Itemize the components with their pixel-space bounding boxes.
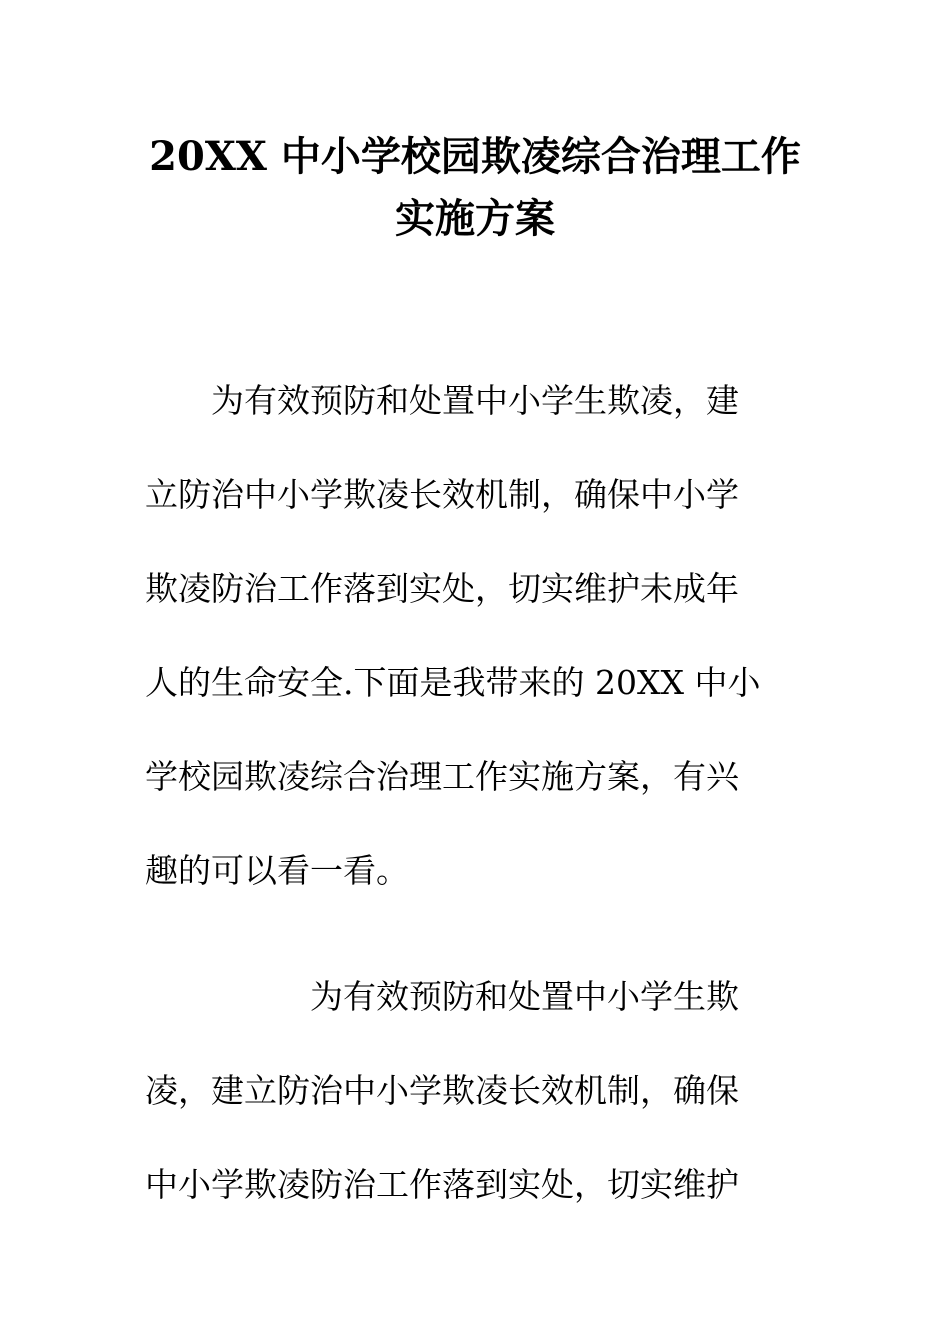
title-line: 实施方案 — [395, 195, 555, 242]
paragraph-intro — [145, 354, 780, 918]
text-line: 趣的可以看一看。 — [145, 851, 409, 890]
text-line: 欺凌防治工作落到实处，切实维护未成年 — [145, 569, 739, 608]
document-title — [0, 126, 950, 250]
text-line: 立防治中小学欺凌长效机制，确保中小学 — [145, 475, 739, 514]
text-line: 为有效预防和处置中小学生欺凌，建 — [145, 381, 739, 420]
text-line: 凌，建立防治中小学欺凌长效机制，确保 — [145, 1071, 739, 1110]
text-line: 学校园欺凌综合治理工作实施方案，有兴 — [145, 757, 739, 796]
text-line: 人的生命安全.下面是我带来的 20XX 中小 — [145, 663, 761, 702]
title-line: 20XX 中小学校园欺凌综合治理工作 — [149, 133, 801, 180]
paragraph-body — [145, 950, 780, 1232]
text-line: 为有效预防和处置中小学生欺 — [145, 977, 739, 1016]
text-line: 中小学欺凌防治工作落到实处，切实维护 — [145, 1165, 739, 1204]
